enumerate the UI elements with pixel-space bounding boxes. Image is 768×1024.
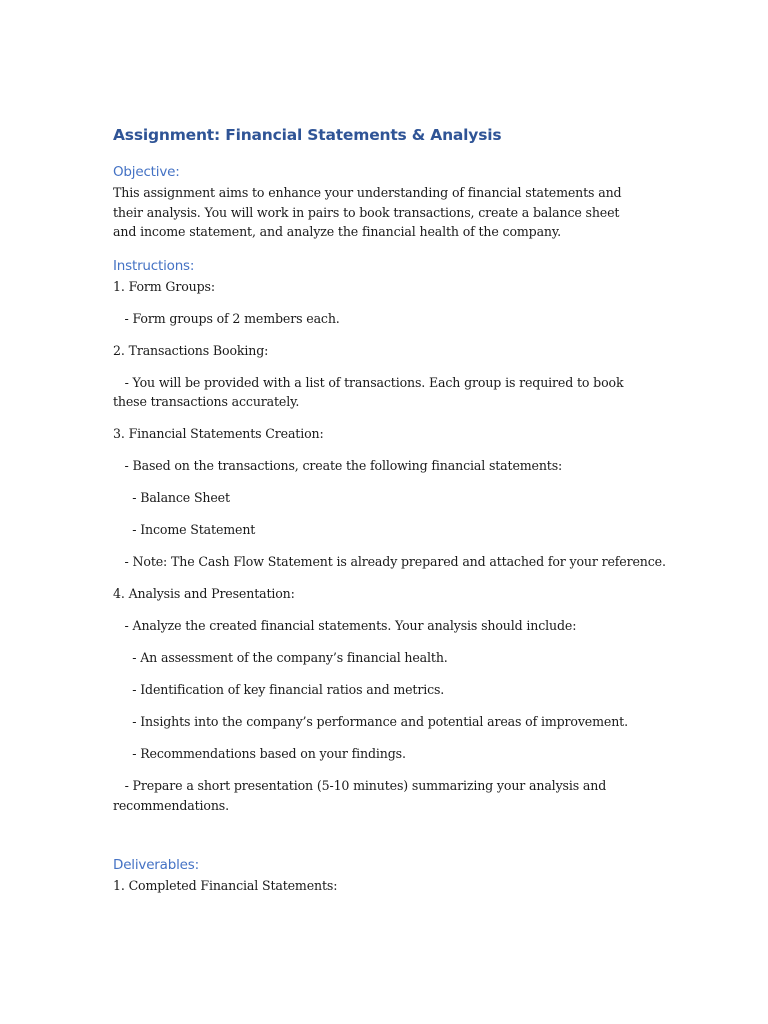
instruction-line: - Form groups of 2 members each. (113, 310, 340, 326)
deliverable-line: 1. Completed Financial Statements: (113, 878, 338, 893)
instruction-line: 3. Financial Statements Creation: (113, 426, 324, 441)
instruction-line: 2. Transactions Booking: (113, 342, 269, 358)
instruction-line: - You will be provided with a list of transactions. Each group is required to book these transactions accurately. (113, 374, 628, 409)
instruction-line: - Insights into the company’s performance and potential areas of improvement. (113, 714, 628, 729)
deliverables-heading: Deliverables: (113, 857, 199, 873)
document-title: Assignment: Financial Statements & Analysis (113, 126, 502, 144)
instruction-line: - Based on the transactions, create the following financial statements: (113, 458, 563, 473)
instruction-line: - Recommendations based on your findings. (113, 746, 406, 761)
objective-text: This assignment aims to enhance your understanding of financial statements and their analysis. You will work in pairs to book transactions, create a balance sheet and income statement, and analyze the financial health of the company. (113, 185, 622, 239)
instruction-line: - Identification of key financial ratios and metrics. (113, 682, 445, 697)
instruction-line: - Income Statement (113, 522, 256, 537)
document-body (113, 124, 666, 896)
instruction-line: - Note: The Cash Flow Statement is already prepared and attached for your reference. (113, 554, 666, 569)
objective-heading: Objective: (113, 164, 180, 180)
instruction-line: - Analyze the created financial statements. Your analysis should include: (113, 618, 577, 633)
instruction-line: 4. Analysis and Presentation: (113, 586, 295, 601)
instruction-line: - An assessment of the company’s financial health. (113, 650, 448, 665)
instruction-line: 1. Form Groups: (113, 278, 215, 294)
instructions-heading: Instructions: (113, 257, 195, 274)
instruction-line: - Prepare a short presentation (5-10 minutes) summarizing your analysis and recommendations. (113, 778, 610, 813)
instruction-line: - Balance Sheet (113, 490, 230, 505)
